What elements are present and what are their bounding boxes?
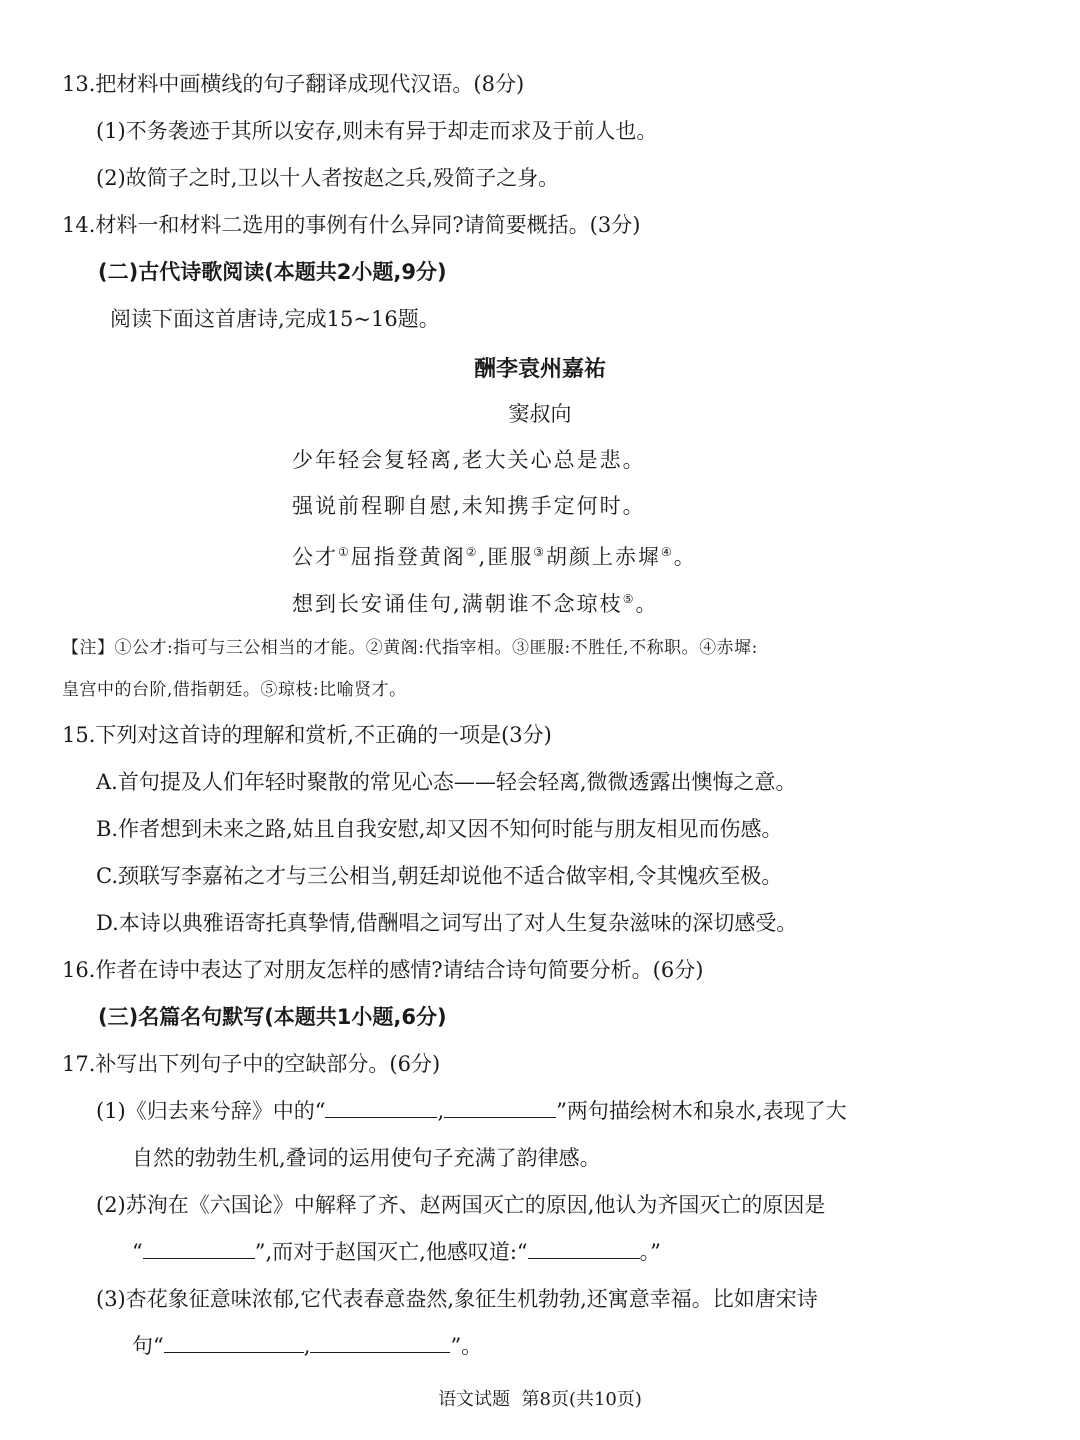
answer-blank-1[interactable]	[325, 1099, 437, 1118]
q17-stem: 17.补写出下列句子中的空缺部分。(6分)	[62, 1052, 441, 1076]
q15-option-d: D.本诗以典雅语寄托真挚情,借酬唱之词写出了对人生复杂滋味的深切感受。	[96, 911, 798, 935]
poem-line-4-part-b: 。	[635, 592, 659, 616]
note-line-1: 【注】①公才:指可与三公相当的才能。②黄阁:代指宰相。③匪服:不胜任,不称职。④赤墀:	[62, 638, 758, 658]
section2-intro: 阅读下面这首唐诗,完成15~16题。	[110, 307, 440, 331]
poem-line-3-part-c: ,匪服	[478, 545, 534, 569]
poem-line-3-part-d: 胡颜上赤墀	[545, 545, 661, 569]
q13-sentence-2: (2)故简子之时,卫以十人者按赵之兵,殁简子之身。	[96, 166, 560, 190]
q15-option-a: A.首句提及人们年轻时聚散的常见心态——轻会轻离,微微透露出懊悔之意。	[96, 770, 797, 794]
q17-part-2-close: 。”	[639, 1240, 661, 1264]
section2-heading: (二)古代诗歌阅读(本题共2小题,9分)	[98, 260, 447, 284]
q17-part-1-line-2: 自然的勃勃生机,叠词的运用使句子充满了韵律感。	[132, 1146, 601, 1170]
q17-part-1-line-1	[96, 1097, 847, 1125]
poem-line-2: 强说前程聊自慰,未知携手定何时。	[292, 494, 646, 518]
poem-line-4-part-a: 想到长安诵佳句,满朝谁不念琼枝	[292, 592, 623, 616]
answer-blank-5[interactable]	[164, 1334, 304, 1353]
q15-option-c: C.颈联写李嘉祐之才与三公相当,朝廷却说他不适合做宰相,令其愧疚至极。	[96, 864, 783, 888]
q15-stem: 15.下列对这首诗的理解和赏析,不正确的一项是(3分)	[62, 723, 552, 747]
page-footer: 语文试题 第8页(共10页)	[438, 1389, 642, 1410]
q15-option-b: B.作者想到未来之路,姑且自我安慰,却又因不知何时能与朋友相见而伤感。	[96, 817, 783, 841]
q17-part-1-separator: ,	[437, 1099, 445, 1123]
note-marker-5: ⑤	[622, 592, 636, 606]
note-marker-3: ③	[533, 545, 546, 559]
q17-part-2-middle: ”,而对于赵国灭亡,他感叹道:“	[254, 1240, 528, 1264]
answer-blank-6[interactable]	[310, 1334, 450, 1353]
q13-stem: 13.把材料中画横线的句子翻译成现代汉语。(8分)	[62, 72, 525, 96]
answer-blank-2[interactable]	[444, 1099, 556, 1118]
q17-part-2-line-2	[132, 1238, 661, 1266]
note-line-2: 皇宫中的台阶,借指朝廷。⑤琼枝:比喻贤才。	[62, 680, 407, 700]
answer-blank-3[interactable]	[143, 1240, 255, 1259]
q14-stem: 14.材料一和材料二选用的事例有什么异同?请简要概括。(3分)	[62, 213, 641, 237]
q17-part-3-separator: ,	[303, 1334, 311, 1358]
q17-part-1-prefix: (1)《归去来兮辞》中的“	[96, 1099, 326, 1123]
q17-part-3-open-quote: 句“	[132, 1334, 164, 1358]
poem-line-3-part-b: 屈指登黄阁	[350, 545, 466, 569]
q17-part-1-suffix: ”两句描绘树木和泉水,表现了大	[556, 1099, 847, 1123]
poem-line-4	[292, 585, 658, 618]
q17-part-2-line-1: (2)苏洵在《六国论》中解释了齐、赵两国灭亡的原因,他认为齐国灭亡的原因是	[96, 1193, 826, 1217]
poem-line-1: 少年轻会复轻离,老大关心总是悲。	[292, 448, 646, 472]
poem-author: 窦叔向	[508, 402, 572, 426]
poem-line-3-part-a: 公才	[292, 545, 338, 569]
note-marker-2: ②	[465, 545, 479, 559]
answer-blank-4[interactable]	[528, 1240, 640, 1259]
poem-title: 酬李袁州嘉祐	[473, 357, 606, 382]
poem-line-3	[292, 538, 697, 571]
note-marker-1: ①	[338, 545, 351, 559]
q16-stem: 16.作者在诗中表达了对朋友怎样的感情?请结合诗句简要分析。(6分)	[62, 958, 704, 982]
q17-part-3-line-2	[132, 1332, 482, 1360]
q17-part-2-open-quote: “	[132, 1240, 143, 1264]
q13-sentence-1: (1)不务袭迹于其所以安存,则未有异于却走而求及于前人也。	[96, 119, 658, 143]
section3-heading: (三)名篇名句默写(本题共1小题,6分)	[98, 1005, 447, 1029]
note-marker-4: ④	[660, 545, 674, 559]
q17-part-3-close: ”。	[450, 1334, 483, 1358]
poem-line-3-part-e: 。	[673, 545, 697, 569]
q17-part-3-line-1: (3)杏花象征意味浓郁,它代表春意盎然,象征生机勃勃,还寓意幸福。比如唐宋诗	[96, 1287, 818, 1311]
